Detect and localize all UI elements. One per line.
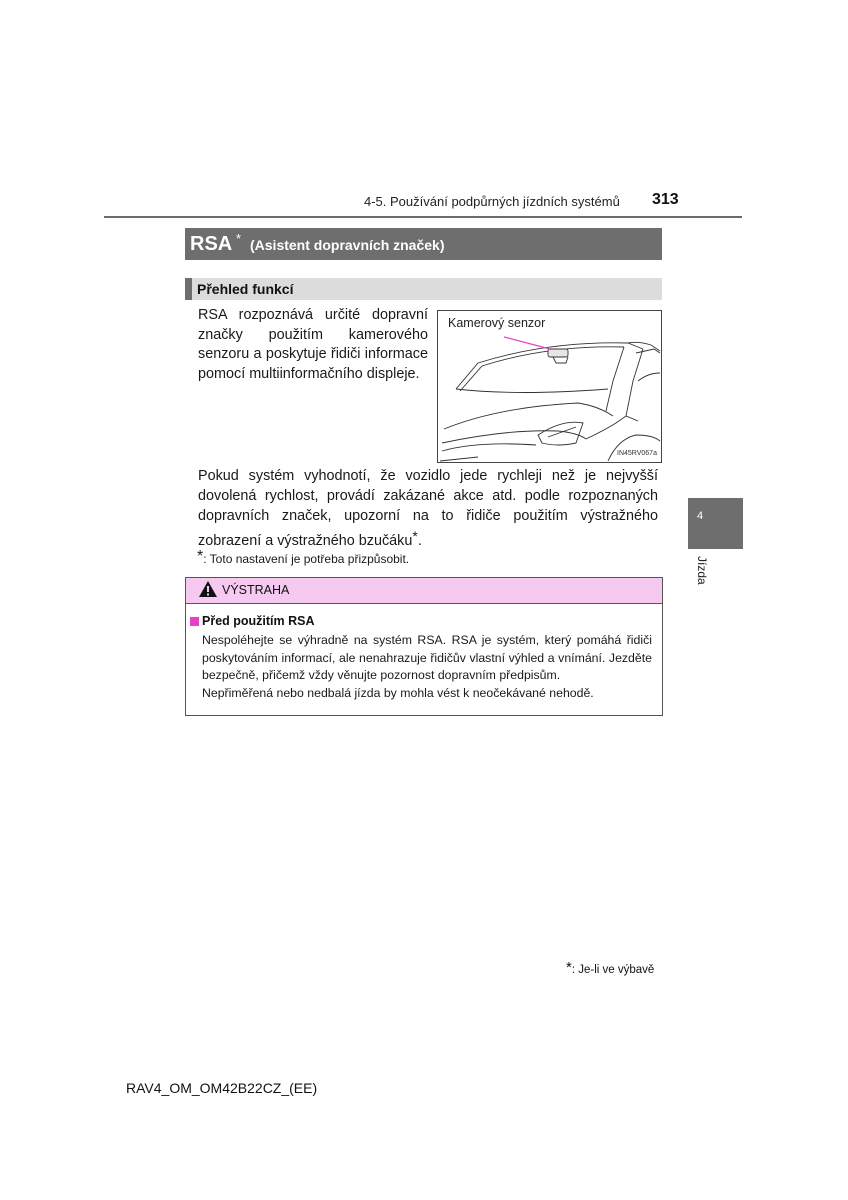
warning-label: VÝSTRAHA xyxy=(222,583,290,597)
warning-heading: Před použitím RSA xyxy=(202,614,315,628)
chapter-number: 4 xyxy=(697,510,704,522)
document-code: RAV4_OM_OM42B22CZ_(EE) xyxy=(126,1080,318,1096)
running-header: 4-5. Používání podpůrných jízdních systémů xyxy=(364,194,620,209)
page-number: 313 xyxy=(652,191,679,208)
main-text-asterisk: * xyxy=(412,528,418,544)
warning-bullet xyxy=(190,617,199,626)
note-text: : Toto nastavení je potřeba přizpůsobit. xyxy=(203,552,410,566)
customization-note xyxy=(197,548,409,566)
camera-sensor-illustration xyxy=(437,310,662,463)
footnote-asterisk: * xyxy=(566,959,572,976)
intro-paragraph: RSA rozpoznává určité dopravní značky použitím kamerového senzoru a poskytuje řidiči informace pomocí multiinformačního displeje. xyxy=(198,307,428,382)
chapter-tab xyxy=(688,498,743,549)
main-paragraph xyxy=(198,466,658,551)
camera-sensor-label: Kamerový senzor xyxy=(448,316,546,330)
header-rule xyxy=(104,216,742,218)
note-asterisk: * xyxy=(197,548,204,565)
warning-triangle-icon xyxy=(198,580,218,598)
figure-code: IN45RV067a xyxy=(617,450,657,457)
chapter-label: Jízda xyxy=(695,556,709,585)
subsection-title: Přehled funkcí xyxy=(197,281,294,297)
section-title: RSA xyxy=(190,233,233,255)
warning-body-2: Nepřiměřená nebo nedbalá jízda by mohla vést k neočekávané nehodě. xyxy=(202,686,594,700)
main-text-period: . xyxy=(417,533,422,549)
main-text: Pokud systém vyhodnotí, že vozidlo jede rychleji než je nejvyšší dovolená rychlost, provádí zakázané akce atd. podle rozpoznaných dopravních značek, upozorní na to řidiče použitím výstražného zobrazení a výstražného bzučáku xyxy=(198,468,658,549)
car-windshield-drawing xyxy=(438,311,661,462)
section-subtitle: (Asistent dopravních značek) xyxy=(250,237,445,253)
equipment-footnote xyxy=(566,959,654,976)
title-asterisk: * xyxy=(236,231,242,246)
subsection-accent xyxy=(185,278,192,300)
warning-body: Nespoléhejte se výhradně na systém RSA. RSA je systém, který pomáhá řidiči poskytováním informací, ale nenahrazuje řidičův vlastní výhled a vnímání. Jezděte bezpečně, přičemž vždy věnujte pozornost dopravním předpisům. xyxy=(202,633,652,682)
footnote-text: : Je-li ve výbavě xyxy=(571,964,655,976)
